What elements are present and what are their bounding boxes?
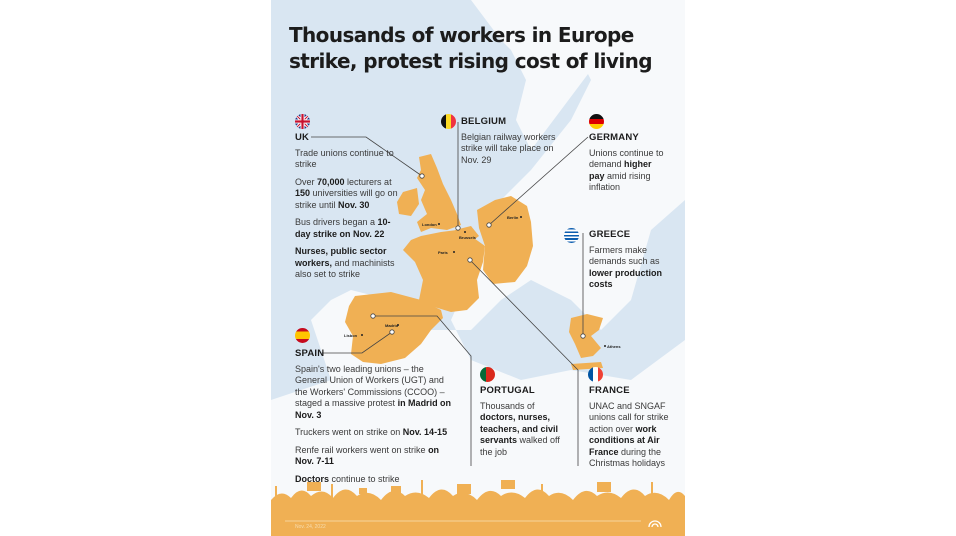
- text-segment: Trade unions continue to strike: [295, 147, 394, 169]
- page-title: Thousands of workers in Europe strike, protest rising cost of living: [289, 23, 652, 73]
- highlighted-text: Doctors: [295, 473, 330, 484]
- uk-flag-icon: [295, 114, 310, 129]
- city-label: Paris: [438, 250, 448, 255]
- portugal-flag-icon: [480, 367, 495, 382]
- greece-shape: [569, 314, 603, 358]
- text-segment: Belgian railway workers strike will take place on Nov. 29: [461, 131, 556, 165]
- info-paragraph: [480, 401, 565, 459]
- highlighted-text: lower production costs: [589, 267, 662, 289]
- text-segment: Farmers make demands such as: [589, 244, 660, 266]
- info-paragraph: [589, 148, 669, 194]
- spain-flag-icon: [295, 328, 310, 343]
- city-label: Madrid: [385, 323, 399, 328]
- germany-heading: GERMANY: [589, 132, 639, 143]
- text-segment: Renfe rail workers went on strike: [295, 444, 429, 455]
- text-segment: during the Christmas holidays: [589, 446, 666, 468]
- highlighted-text: 10-day strike on Nov. 22: [295, 217, 391, 239]
- belgium-flag-icon: [441, 114, 456, 129]
- text-segment: Bus drivers began a: [295, 217, 378, 227]
- info-paragraph: [461, 132, 556, 167]
- info-paragraph: [295, 217, 400, 240]
- city-label: Berlin: [507, 215, 519, 220]
- belgium-info: [461, 116, 556, 172]
- belgium-heading: BELGIUM: [461, 116, 507, 127]
- uk-shape: [417, 154, 461, 232]
- text-segment: Thousands of: [480, 400, 535, 411]
- text-segment: Spain's two leading unions – the General Union of Workers (UGT) and the Workers' Commissions (CCOO) – staged a massive protest: [295, 363, 445, 408]
- highlighted-text: on Nov. 7-11: [295, 444, 440, 466]
- greece-info: [589, 229, 669, 297]
- greece-heading: GREECE: [589, 229, 631, 240]
- highlighted-text: 70,000: [317, 176, 345, 187]
- highlighted-text: Nov. 30: [338, 199, 370, 210]
- info-paragraph: [589, 245, 669, 291]
- text-segment: amid rising inflation: [589, 170, 651, 192]
- highlighted-text: doctors, nurses, teachers, and civil servants: [480, 412, 559, 445]
- text-segment: Over: [295, 176, 318, 187]
- infographic: [271, 0, 685, 536]
- text-segment: walked off the job: [480, 435, 560, 457]
- uk-info: [295, 132, 400, 287]
- highlighted-text: Nov. 14-15: [402, 427, 448, 437]
- text-segment: Unions continue to demand: [589, 147, 664, 169]
- uk-heading: UK: [295, 132, 310, 143]
- highlighted-text: 150: [295, 188, 311, 198]
- highlighted-text: in Madrid on Nov. 3: [295, 398, 452, 420]
- france-heading: FRANCE: [589, 385, 630, 396]
- info-paragraph: [295, 177, 400, 212]
- city-label: Athens: [607, 344, 621, 349]
- greece-flag-icon: [564, 228, 579, 243]
- france-info: [589, 385, 674, 476]
- spain-heading: SPAIN: [295, 348, 325, 359]
- text-segment: lecturers at: [344, 176, 392, 187]
- info-paragraph: [295, 246, 400, 281]
- text-segment: UNAC and SNGAF unions call for strike action over: [589, 400, 669, 434]
- text-segment: and machinists also set to strike: [295, 257, 395, 279]
- text-segment: universities will go on strike until: [295, 188, 398, 210]
- info-paragraph: [295, 427, 455, 439]
- info-paragraph: [295, 364, 455, 422]
- portugal-heading: PORTUGAL: [480, 385, 535, 396]
- highlighted-text: higher pay: [589, 159, 652, 181]
- city-label: Brussels: [459, 235, 476, 240]
- text-segment: continue to strike: [329, 473, 400, 484]
- info-paragraph: [589, 401, 674, 470]
- portugal-info: [480, 385, 565, 464]
- city-label: London: [422, 222, 437, 227]
- info-paragraph: [295, 474, 455, 486]
- germany-info: [589, 132, 669, 200]
- spain-info: [295, 348, 455, 491]
- info-paragraph: [295, 445, 455, 468]
- france-flag-icon: [588, 367, 603, 382]
- info-paragraph: [295, 148, 400, 171]
- publish-date: Nov. 24, 2022: [295, 524, 326, 530]
- city-label: Lisbon: [344, 333, 358, 338]
- ireland-shape: [397, 188, 419, 216]
- germany-flag-icon: [589, 114, 604, 129]
- highlighted-text: work conditions at Air France: [589, 423, 660, 457]
- text-segment: Truckers went on strike on: [295, 427, 403, 437]
- highlighted-text: Nurses, public sector workers,: [295, 246, 387, 268]
